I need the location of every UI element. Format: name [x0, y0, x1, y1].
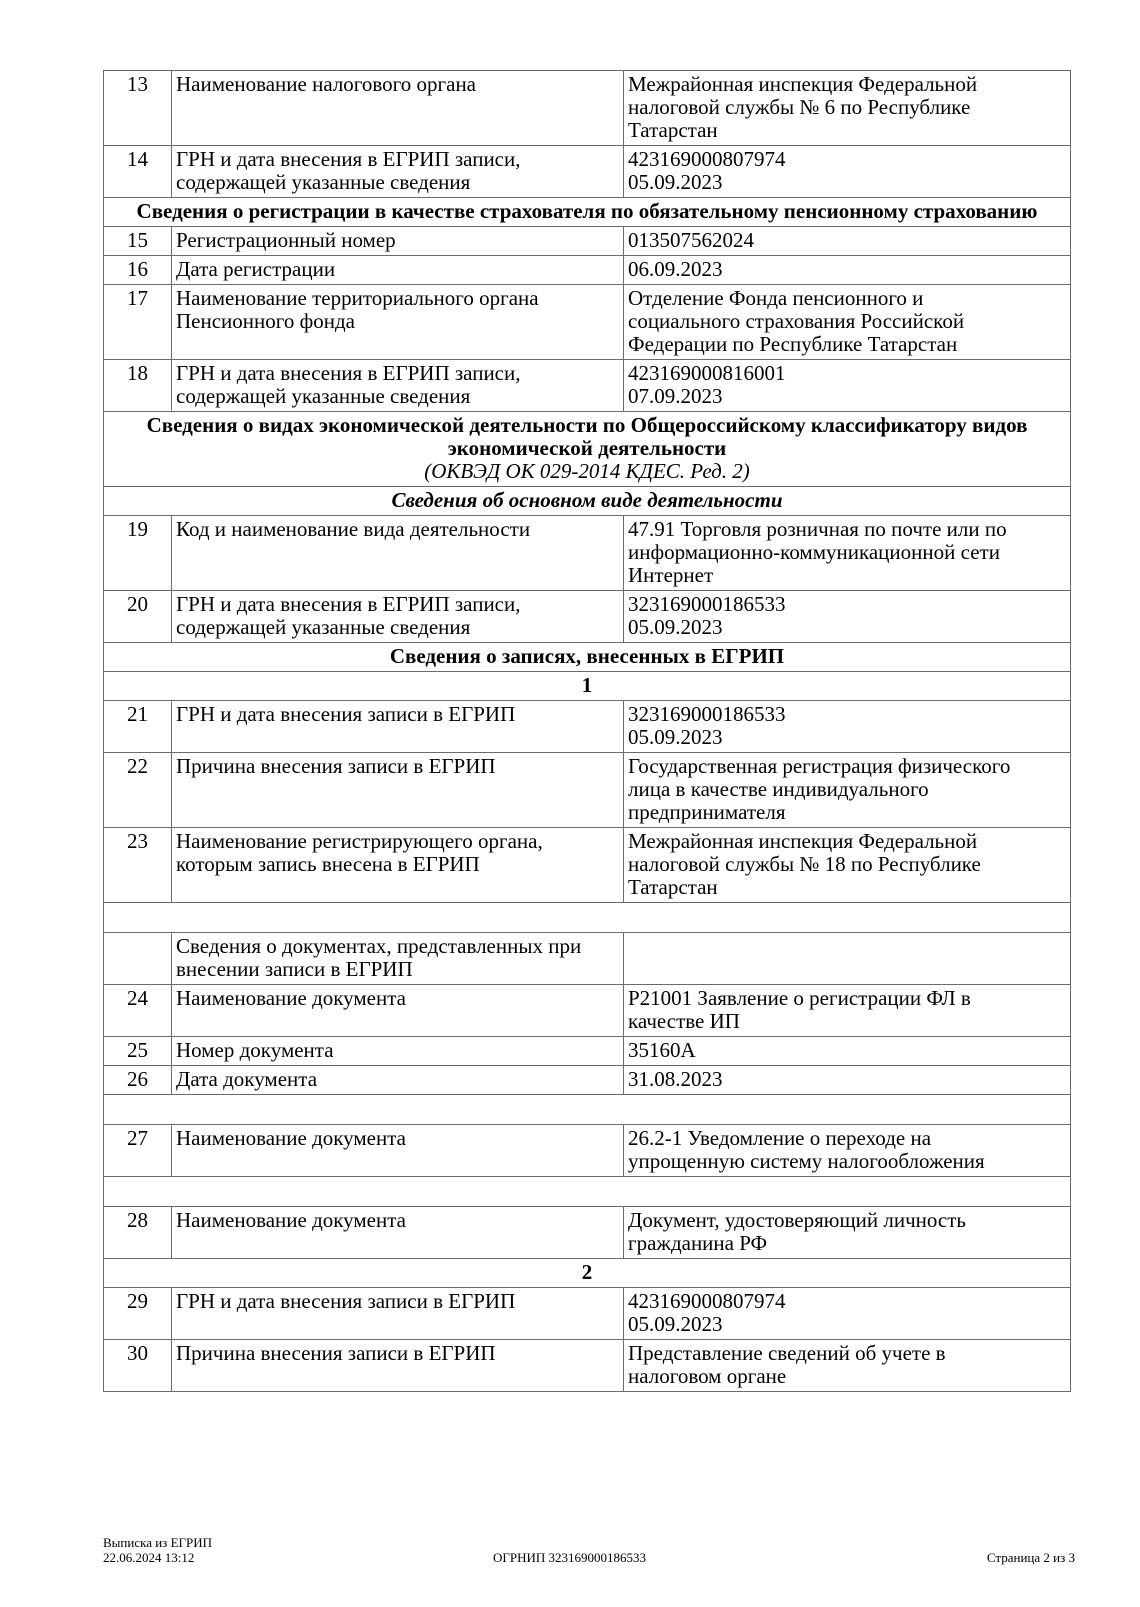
row-label: Номер документа — [172, 1037, 624, 1066]
row-value-line: Р21001 Заявление о регистрации ФЛ в — [628, 986, 971, 1010]
row-label: Наименование документа — [172, 985, 624, 1037]
row-value — [624, 1288, 1071, 1340]
record-index — [104, 672, 1071, 701]
blank-row — [104, 1177, 1071, 1207]
table-row — [104, 1288, 1071, 1340]
blank-cell — [104, 903, 1071, 933]
table-row — [104, 360, 1071, 412]
row-value-line: лица в качестве индивидуального — [628, 777, 929, 801]
row-label: Дата регистрации — [172, 256, 624, 285]
row-value — [624, 701, 1071, 753]
footer-datetime: 22.06.2024 13:12 — [103, 1550, 195, 1565]
row-value-line: Отделение Фонда пенсионного и — [628, 286, 924, 310]
row-number: 30 — [104, 1340, 172, 1392]
footer-page-number: Страница 2 из 3 — [986, 1550, 1075, 1565]
table-row — [104, 1037, 1071, 1066]
table-row — [104, 1066, 1071, 1095]
table-row — [104, 985, 1071, 1037]
row-value — [624, 1125, 1071, 1177]
table-row — [104, 285, 1071, 360]
row-label: Наименование территориального органа Пенсионного фонда — [172, 285, 624, 360]
row-label: Наименование документа — [172, 1125, 624, 1177]
row-label: ГРН и дата внесения в ЕГРИП записи, содержащей указанные сведения — [172, 360, 624, 412]
record-index-cell: 2 — [104, 1259, 1071, 1288]
footer-doc-title: Выписка из ЕГРИП — [103, 1535, 213, 1550]
row-value-line: предпринимателя — [628, 800, 786, 824]
row-number: 14 — [104, 146, 172, 198]
row-value-line: социального страхования Российской — [628, 309, 965, 333]
row-label: Наименование налогового органа — [172, 71, 624, 146]
table-row — [104, 146, 1071, 198]
row-label: Код и наименование вида деятельности — [172, 516, 624, 591]
row-number: 29 — [104, 1288, 172, 1340]
row-value-line: Татарстан — [628, 118, 718, 142]
section-records-title-cell: Сведения о записях, внесенных в ЕГРИП — [104, 643, 1071, 672]
row-number: 13 — [104, 71, 172, 146]
footer-ogrnip: ОГРНИП 323169000186533 — [493, 1550, 647, 1565]
table-row — [104, 1207, 1071, 1259]
footer-left — [103, 1535, 212, 1565]
row-number: 24 — [104, 985, 172, 1037]
row-value — [624, 753, 1071, 828]
row-value-line: Федерации по Республике Татарстан — [628, 332, 958, 356]
row-value-line: 07.09.2023 — [628, 384, 723, 408]
row-number: 19 — [104, 516, 172, 591]
row-value-line: налоговом органе — [628, 1364, 787, 1388]
row-number: 28 — [104, 1207, 172, 1259]
row-label: Причина внесения записи в ЕГРИП — [172, 1340, 624, 1392]
row-number: 25 — [104, 1037, 172, 1066]
row-value-line: 47.91 Торговля розничная по почте или по — [628, 517, 1007, 541]
table-row — [104, 701, 1071, 753]
documents-header-row — [104, 933, 1071, 985]
row-value — [624, 1340, 1071, 1392]
row-value-line: Межрайонная инспекция Федеральной — [628, 829, 978, 853]
row-value-line: 423169000807974 — [628, 147, 786, 171]
table-row — [104, 227, 1071, 256]
row-label: ГРН и дата внесения в ЕГРИП записи, содержащей указанные сведения — [172, 146, 624, 198]
egrip-table-body — [104, 71, 1071, 1392]
row-value-line: 05.09.2023 — [628, 170, 723, 194]
blank-cell — [104, 1177, 1071, 1207]
row-value-line: 013507562024 — [628, 228, 754, 252]
row-value — [624, 227, 1071, 256]
record-index-cell: 1 — [104, 672, 1071, 701]
table-row — [104, 71, 1071, 146]
section-pension-title-cell: Сведения о регистрации в качестве страхователя по обязательному пенсионному страхованию — [104, 198, 1071, 227]
row-number: 15 — [104, 227, 172, 256]
row-value-line: Межрайонная инспекция Федеральной — [628, 72, 978, 96]
row-value — [624, 256, 1071, 285]
row-value-line: налоговой службы № 18 по Республике — [628, 852, 981, 876]
section-okved-title — [104, 412, 1071, 487]
row-value-line: упрощенную систему налогообложения — [628, 1149, 985, 1173]
row-value — [624, 985, 1071, 1037]
table-row — [104, 753, 1071, 828]
row-value-line: 26.2-1 Уведомление о переходе на — [628, 1126, 932, 1150]
row-value-line: Государственная регистрация физического — [628, 754, 1011, 778]
row-value-line: Представление сведений об учете в — [628, 1341, 946, 1365]
record-index — [104, 1259, 1071, 1288]
row-value-line: 423169000816001 — [628, 361, 786, 385]
row-value-line: Документ, удостоверяющий личность — [628, 1208, 966, 1232]
row-value-empty — [624, 933, 1071, 985]
row-value — [624, 516, 1071, 591]
blank-cell — [104, 1095, 1071, 1125]
row-value — [624, 1066, 1071, 1095]
row-number: 26 — [104, 1066, 172, 1095]
table-row — [104, 828, 1071, 903]
row-value-line: качестве ИП — [628, 1009, 740, 1033]
row-value-line: 323169000186533 — [628, 702, 786, 726]
egrip-extract-table — [103, 70, 1071, 1392]
row-number: 21 — [104, 701, 172, 753]
row-number: 22 — [104, 753, 172, 828]
blank-row — [104, 903, 1071, 933]
row-value-line: Интернет — [628, 563, 714, 587]
table-row — [104, 591, 1071, 643]
row-number: 23 — [104, 828, 172, 903]
row-value — [624, 591, 1071, 643]
table-row — [104, 256, 1071, 285]
row-value — [624, 1037, 1071, 1066]
row-value-line: налоговой службы № 6 по Республике — [628, 95, 971, 119]
section-okved-title-cell — [104, 412, 1071, 487]
section-okved-heading: Сведения о видах экономической деятельности по Общероссийскому классификатору видов экономической деятельности — [146, 413, 1028, 460]
section-records-title — [104, 643, 1071, 672]
row-label: ГРН и дата внесения записи в ЕГРИП — [172, 1288, 624, 1340]
row-value-line: Татарстан — [628, 875, 718, 899]
row-label: Причина внесения записи в ЕГРИП — [172, 753, 624, 828]
row-value-line: 05.09.2023 — [628, 725, 723, 749]
documents-header-label: Сведения о документах, представленных при внесении записи в ЕГРИП — [172, 933, 624, 985]
row-number: 17 — [104, 285, 172, 360]
section-okved-subtitle — [104, 487, 1071, 516]
row-value-line: 35160А — [628, 1038, 696, 1062]
row-number: 18 — [104, 360, 172, 412]
row-value-line: гражданина РФ — [628, 1231, 768, 1255]
row-label: Наименование документа — [172, 1207, 624, 1259]
blank-row — [104, 1095, 1071, 1125]
row-label: ГРН и дата внесения в ЕГРИП записи, содержащей указанные сведения — [172, 591, 624, 643]
row-value — [624, 828, 1071, 903]
row-number-empty — [104, 933, 172, 985]
row-label: Дата документа — [172, 1066, 624, 1095]
section-okved-subtitle-cell: Сведения об основном виде деятельности — [104, 487, 1071, 516]
row-label: Регистрационный номер — [172, 227, 624, 256]
row-value-line: 423169000807974 — [628, 1289, 786, 1313]
row-value-line: 05.09.2023 — [628, 615, 723, 639]
row-number: 27 — [104, 1125, 172, 1177]
row-value — [624, 360, 1071, 412]
row-value — [624, 285, 1071, 360]
section-okved-note: (ОКВЭД ОК 029-2014 КДЕС. Ред. 2) — [424, 459, 750, 483]
row-value-line: 323169000186533 — [628, 592, 786, 616]
row-value-line: 05.09.2023 — [628, 1312, 723, 1336]
row-value-line: 31.08.2023 — [628, 1067, 723, 1091]
row-label: ГРН и дата внесения записи в ЕГРИП — [172, 701, 624, 753]
row-value — [624, 71, 1071, 146]
table-row — [104, 1340, 1071, 1392]
row-label: Наименование регистрирующего органа, которым запись внесена в ЕГРИП — [172, 828, 624, 903]
row-value-line: 06.09.2023 — [628, 257, 723, 281]
section-pension-title — [104, 198, 1071, 227]
row-value — [624, 146, 1071, 198]
table-row — [104, 1125, 1071, 1177]
row-number: 16 — [104, 256, 172, 285]
row-value — [624, 1207, 1071, 1259]
table-row — [104, 516, 1071, 591]
row-number: 20 — [104, 591, 172, 643]
row-value-line: информационно-коммуникационной сети — [628, 540, 1000, 564]
